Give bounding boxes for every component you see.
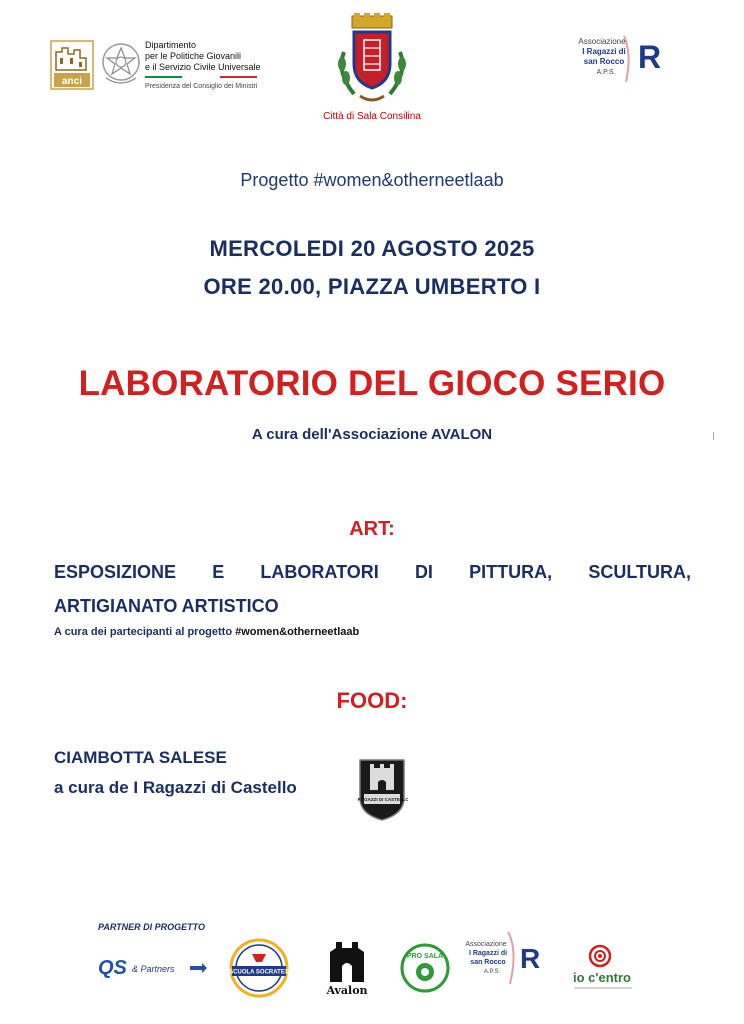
assoc-top-text: Associazione — [578, 37, 626, 46]
food-heading: FOOD: — [336, 688, 408, 713]
art-word: DI — [414, 562, 433, 582]
event-organizer: A cura dell'Associazione AVALON — [251, 426, 493, 443]
progetto-title: Progetto #women&otherneetlaab — [240, 170, 504, 190]
assoc-aps: A.P.S. — [596, 69, 616, 76]
assoc-small-line: san Rocco — [470, 959, 506, 966]
event-time-place: ORE 20.00, PIAZZA UMBERTO I — [203, 274, 541, 299]
food-item: CIAMBOTTA SALESE — [54, 748, 227, 767]
assoc-line: I Ragazzi di — [582, 47, 626, 56]
ragazzi-di-castello-logo — [356, 756, 408, 822]
qs-text: QS — [98, 957, 127, 979]
pro-sala-football-logo — [400, 938, 450, 998]
anci-logo-text: anci — [61, 76, 83, 87]
art-credit-tag: #women&otherneetlaab — [235, 626, 360, 638]
partner-label: PARTNER DI PROGETTO — [98, 922, 206, 932]
italian-tricolor-bar — [145, 76, 257, 78]
prosala-text: PRO SALA — [406, 953, 444, 960]
art-word: SCULTURA, — [588, 562, 691, 582]
food-credit: a cura de I Ragazzi di Castello — [54, 778, 297, 797]
department-text — [145, 40, 275, 92]
assoc-small-line: I Ragazzi di — [468, 950, 508, 957]
divider-mark — [713, 432, 714, 440]
socrates-text: SCUOLA SOCRATES — [229, 969, 289, 976]
art-word: E — [212, 562, 225, 582]
italian-republic-emblem — [100, 38, 142, 90]
dept-line: per le Politiche Giovanili — [145, 51, 242, 61]
assoc-letter: R — [638, 39, 662, 75]
assoc-small-letter: R — [520, 943, 541, 974]
associazione-ragazzi-san-rocco-small-logo — [462, 928, 552, 988]
art-credit-prefix: A cura dei partecipanti al progetto — [54, 626, 236, 638]
art-description-line2: ARTIGIANATO ARTISTICO — [54, 596, 279, 616]
art-word: LABORATORI — [260, 562, 379, 582]
art-heading: ART: — [349, 518, 395, 540]
art-word: ESPOSIZIONE — [54, 562, 177, 582]
event-date: MERCOLEDI 20 AGOSTO 2025 — [209, 236, 535, 261]
io-centro-logo — [566, 940, 644, 996]
associazione-ragazzi-san-rocco-logo — [570, 34, 670, 84]
castello-logo-text: I RAGAZZI DI CASTELLO — [356, 797, 408, 802]
art-credit — [54, 626, 359, 638]
avalon-logo — [320, 938, 374, 996]
assoc-small-aps: A.P.S. — [483, 969, 501, 975]
event-main-title: LABORATORIO DEL GIOCO SERIO — [78, 364, 666, 403]
iocentro-text: io c'entro — [573, 970, 631, 985]
assoc-small-top: Associazione — [465, 941, 507, 948]
dept-line: e il Servizio Civile Universale — [145, 62, 261, 72]
dept-line: Dipartimento — [145, 40, 197, 50]
qs-partners-logo — [98, 952, 208, 982]
city-crest — [330, 12, 414, 108]
art-word: PITTURA, — [469, 562, 553, 582]
qs-partners-text: & Partners — [132, 964, 175, 974]
art-description-line1 — [54, 562, 691, 583]
presidenza-text: Presidenza del Consiglio dei Ministri — [145, 83, 258, 90]
avalon-text: Avalon — [326, 984, 368, 996]
scuola-socrates-logo — [226, 938, 292, 998]
assoc-line: san Rocco — [583, 57, 625, 66]
city-name: Città di Sala Consilina — [323, 111, 421, 122]
anci-logo — [50, 40, 94, 90]
